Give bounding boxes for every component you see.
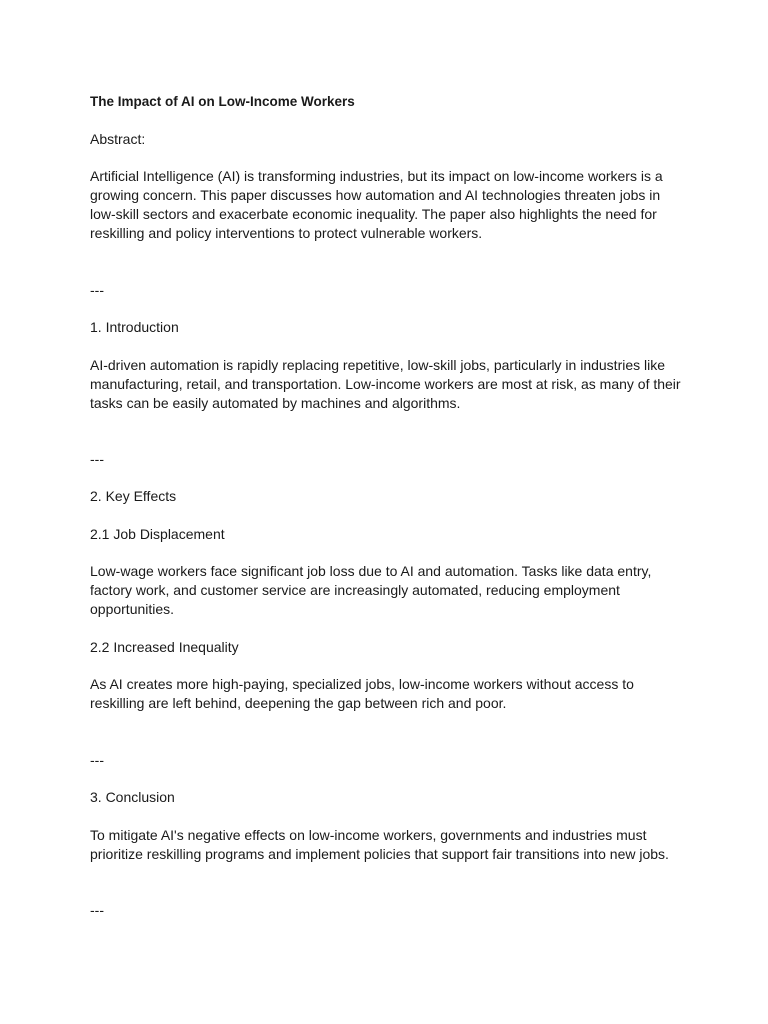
inequality-heading: 2.2 Increased Inequality	[90, 639, 239, 655]
conclusion-heading: 3. Conclusion	[90, 789, 175, 805]
job-displacement-line: Low-wage workers face significant job loss due to AI and automation. Tasks like data entry,	[90, 563, 652, 579]
inequality-line: As AI creates more high-paying, specialized jobs, low-income workers without access to	[90, 676, 634, 692]
abstract-line: reskilling and policy interventions to protect vulnerable workers.	[90, 225, 483, 241]
section-separator: ---	[90, 902, 104, 918]
abstract-line: low-skill sectors and exacerbate economic inequality. The paper also highlights the need for	[90, 206, 657, 222]
abstract-heading: Abstract:	[90, 131, 146, 147]
abstract-line: growing concern. This paper discusses how automation and AI technologies threaten jobs in	[90, 187, 661, 203]
conclusion-line: prioritize reskilling programs and implement policies that support fair transitions into new jobs.	[90, 846, 669, 862]
introduction-line: manufacturing, retail, and transportation. Low-income workers are most at risk, as many of their	[90, 376, 681, 392]
introduction-line: AI-driven automation is rapidly replacing repetitive, low-skill jobs, particularly in industries like	[90, 357, 666, 373]
section-separator: ---	[90, 752, 104, 768]
conclusion-line: To mitigate AI's negative effects on low-income workers, governments and industries must	[90, 827, 647, 843]
inequality-line: reskilling are left behind, deepening the gap between rich and poor.	[90, 695, 507, 711]
introduction-heading: 1. Introduction	[90, 319, 179, 335]
introduction-line: tasks can be easily automated by machines and algorithms.	[90, 395, 461, 411]
document-title: The Impact of AI on Low-Income Workers	[90, 94, 355, 109]
section-separator: ---	[90, 451, 104, 467]
job-displacement-heading: 2.1 Job Displacement	[90, 526, 225, 542]
abstract-line: Artificial Intelligence (AI) is transforming industries, but its impact on low-income workers is a	[90, 168, 663, 184]
job-displacement-line: factory work, and customer service are increasingly automated, reducing employment	[90, 582, 620, 598]
key-effects-heading: 2. Key Effects	[90, 488, 177, 504]
job-displacement-line: opportunities.	[90, 601, 175, 617]
section-separator: ---	[90, 282, 104, 298]
